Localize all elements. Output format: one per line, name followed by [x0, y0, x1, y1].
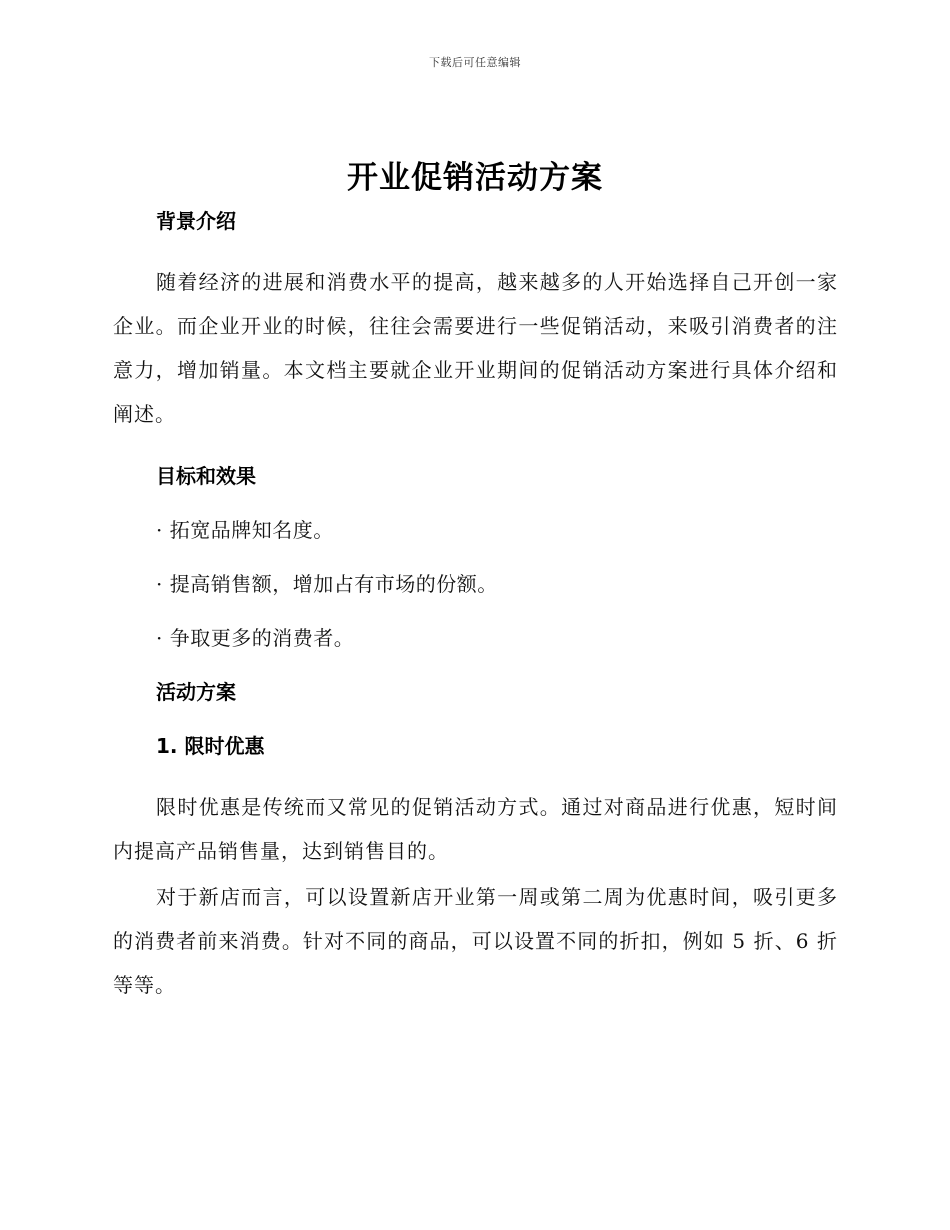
- goal-item: · 拓宽品牌知名度。: [156, 518, 334, 542]
- subsection-heading-limited-offer: 1. 限时优惠: [156, 734, 265, 758]
- page-header-note: 下载后可任意编辑: [429, 56, 521, 69]
- background-paragraph: 随着经济的进展和消费水平的提高，越来越多的人开始选择自己开创一家企业。而企业开业的时候，往往会需要进行一些促销活动，来吸引消费者的注意力，增加销量。本文档主要就企业开业期间的促销活动方案进行具体介绍和阐述。: [113, 270, 838, 426]
- goal-item: · 提高销售额，增加占有市场的份额。: [156, 572, 498, 596]
- document-title: 开业促销活动方案: [347, 160, 603, 196]
- goal-item: · 争取更多的消费者。: [156, 626, 355, 650]
- document-body: [113, 206, 838, 1007]
- new-store-paragraph: 对于新店而言，可以设置新店开业第一周或第二周为优惠时间，吸引更多的消费者前来消费。针对不同的商品，可以设置不同的折扣，例如 5 折、6 折等等。: [113, 885, 838, 997]
- section-heading-background: 背景介绍: [156, 209, 236, 233]
- section-heading-goals: 目标和效果: [156, 464, 256, 488]
- section-heading-plan: 活动方案: [156, 680, 236, 704]
- limited-offer-paragraph: 限时优惠是传统而又常见的促销活动方式。通过对商品进行优惠，短时间内提高产品销售量，达到销售目的。: [113, 795, 838, 863]
